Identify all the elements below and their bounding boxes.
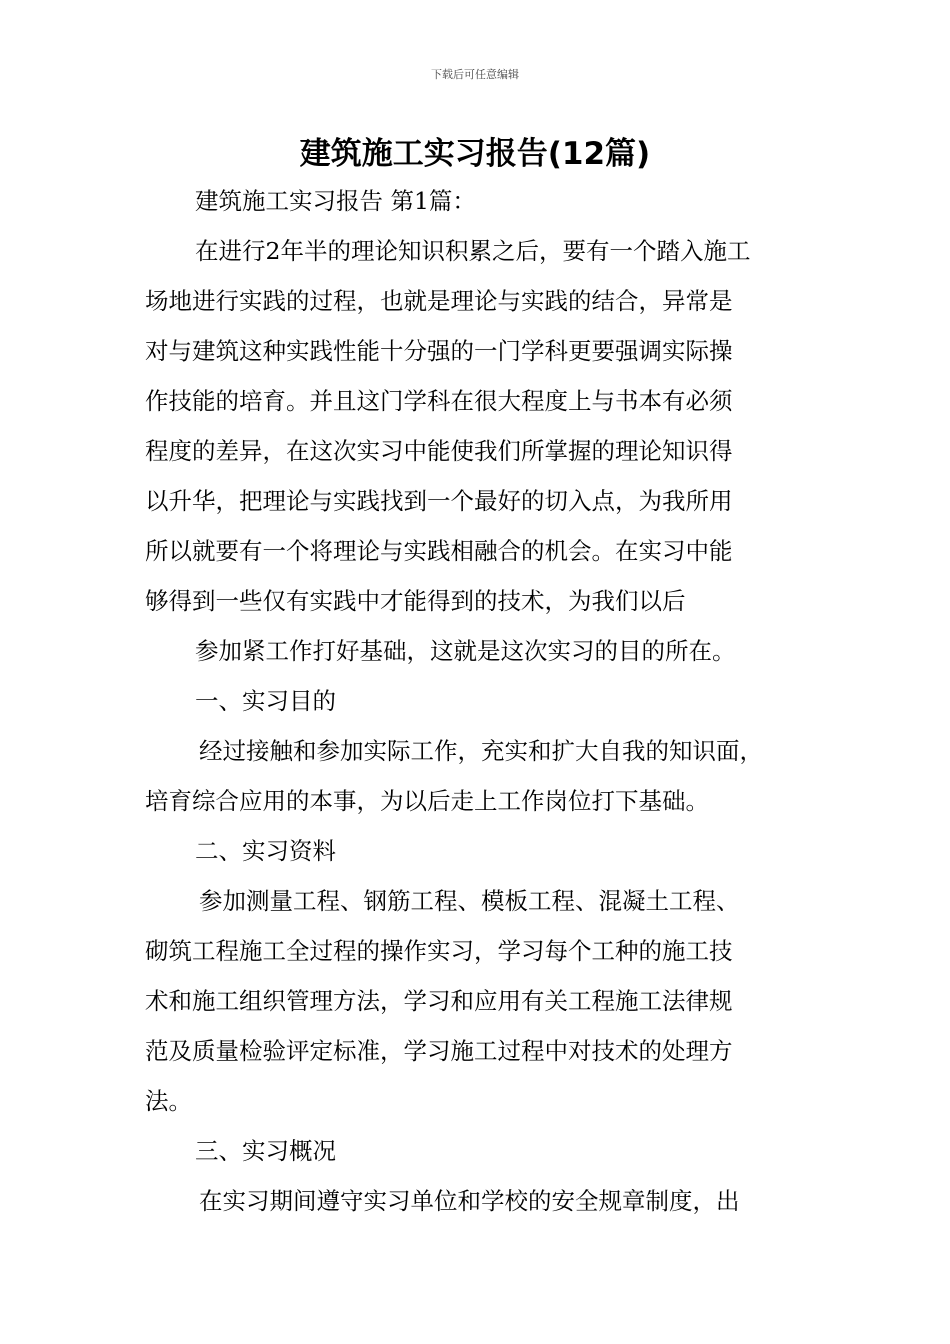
document-title: 建筑施工实习报告(12篇) — [299, 136, 651, 172]
paragraph-line: 砌筑工程施工全过程的操作实习，学习每个工种的施工技 — [145, 937, 733, 965]
paragraph-line: 程度的差异，在这次实习中能使我们所掌握的理论知识得 — [145, 437, 733, 465]
section-heading: 一、实习目的 — [195, 687, 336, 715]
paragraph-line: 培育综合应用的本事，为以后走上工作岗位打下基础。 — [145, 787, 709, 815]
paragraph-line: 参加紧工作打好基础，这就是这次实习的目的所在。 — [195, 637, 736, 665]
header-note: 下载后可任意编辑 — [431, 68, 519, 81]
paragraph-line: 术和施工组织管理方法，学习和应用有关工程施工法律规 — [145, 987, 733, 1015]
paragraph-line: 参加测量工程、钢筋工程、模板工程、混凝土工程、 — [199, 887, 740, 915]
section-heading: 三、实习概况 — [195, 1137, 336, 1165]
paragraph-line: 范及质量检验评定标准，学习施工过程中对技术的处理方 — [145, 1037, 733, 1065]
paragraph-line: 对与建筑这种实践性能十分强的一门学科更要强调实际操 — [145, 337, 733, 365]
paragraph-line: 作技能的培育。并且这门学科在很大程度上与书本有必须 — [145, 387, 733, 415]
paragraph-line: 在进行2年半的理论知识积累之后，要有一个踏入施工 — [195, 237, 751, 265]
paragraph-line: 所以就要有一个将理论与实践相融合的机会。在实习中能 — [145, 537, 733, 565]
paragraph-line: 法。 — [145, 1087, 192, 1115]
paragraph-line: 以升华，把理论与实践找到一个最好的切入点，为我所用 — [145, 487, 733, 515]
paragraph-line: 在实习期间遵守实习单位和学校的安全规章制度，出 — [199, 1187, 740, 1215]
paragraph-line: 够得到一些仅有实践中才能得到的技术，为我们以后 — [145, 587, 686, 615]
section-heading: 建筑施工实习报告 第1篇： — [195, 187, 476, 215]
paragraph-line: 经过接触和参加实际工作，充实和扩大自我的知识面， — [199, 737, 763, 765]
paragraph-line: 场地进行实践的过程，也就是理论与实践的结合，异常是 — [145, 287, 733, 315]
section-heading: 二、实习资料 — [195, 837, 336, 865]
